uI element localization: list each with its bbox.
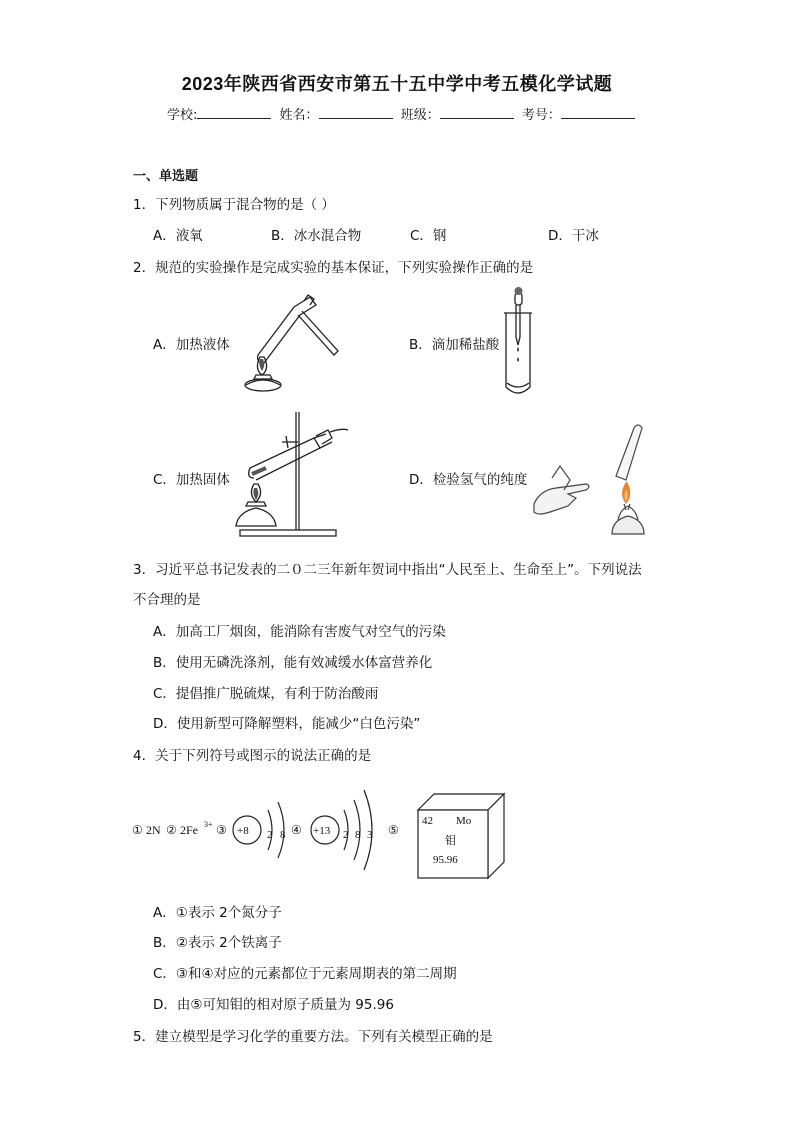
element-name: 钼 xyxy=(445,835,456,847)
question-1-stem: 1．下列物质属于混合物的是（ ） xyxy=(133,197,335,213)
q3-option-c[interactable]: C．提倡推广脱硫煤，有利于防治酸雨 xyxy=(153,686,379,702)
q2-option-b[interactable]: B．滴加稀盐酸 xyxy=(409,337,500,353)
marker-3: ③ xyxy=(216,823,227,837)
question-2-stem: 2．规范的实验操作是完成实验的基本保证，下列实验操作正确的是 xyxy=(133,260,534,276)
heating-solid-figure xyxy=(232,408,350,540)
q2-option-d[interactable]: D．检验氢气的纯度 xyxy=(409,472,528,488)
atom3-nucleus: +8 xyxy=(237,825,249,837)
school-label: 学校: xyxy=(167,108,198,123)
atom4-shell3: 3 xyxy=(367,829,373,841)
exam-no-blank[interactable] xyxy=(561,106,635,119)
q1-option-b[interactable]: B．冰水混合物 xyxy=(271,228,362,244)
q1-option-a[interactable]: A．液氧 xyxy=(153,228,203,244)
symbol-2n: 2N xyxy=(146,823,161,837)
element-mass: 95.96 xyxy=(433,854,458,866)
symbols-figure xyxy=(130,780,510,880)
q3-option-b[interactable]: B．使用无磷洗涤剂，能有效减缓水体富营养化 xyxy=(153,655,433,671)
dropper-figure xyxy=(500,283,536,398)
question-5-stem: 5．建立模型是学习化学的重要方法。下列有关模型正确的是 xyxy=(133,1029,493,1045)
q3-option-a[interactable]: A．加高工厂烟囱，能消除有害废气对空气的污染 xyxy=(153,624,446,640)
marker-4: ④ xyxy=(291,823,302,837)
class-blank[interactable] xyxy=(440,106,514,119)
symbol-2fe: 2Fe xyxy=(180,823,198,837)
q4-option-a[interactable]: A．①表示 2个氮分子 xyxy=(153,905,282,921)
exam-no-label: 考号： xyxy=(521,108,561,123)
q4-option-b[interactable]: B．②表示 2个铁离子 xyxy=(153,935,282,951)
atom4-shell1: 2 xyxy=(343,829,349,841)
school-blank[interactable] xyxy=(197,106,271,119)
element-number: 42 xyxy=(422,815,433,827)
q3-option-d[interactable]: D．使用新型可降解塑料，能减少“白色污染” xyxy=(153,716,421,732)
name-blank[interactable] xyxy=(319,106,393,119)
atom3-shell2: 8 xyxy=(280,829,286,841)
q4-option-d[interactable]: D．由⑤可知钼的相对原子质量为 95.96 xyxy=(153,997,394,1013)
atom4-shell2: 8 xyxy=(355,829,361,841)
hydrogen-test-figure xyxy=(530,420,650,538)
q1-option-c[interactable]: C．钢 xyxy=(410,228,447,244)
page-title: 2023年陕西省西安市第五十五中学中考五模化学试题 xyxy=(181,74,613,94)
student-info-line xyxy=(167,104,639,123)
q2-option-a[interactable]: A．加热液体 xyxy=(153,337,230,353)
marker-1: ① xyxy=(132,823,143,837)
class-label: 班级： xyxy=(400,108,440,123)
section-heading: 一、单选题 xyxy=(133,169,199,184)
question-4-stem: 4．关于下列符号或图示的说法正确的是 xyxy=(133,748,372,764)
question-3-stem-line2: 不合理的是 xyxy=(133,592,201,608)
question-3-stem-line1: 3．习近平总书记发表的二０二三年新年贺词中指出“人民至上、生命至上”。下列说法 xyxy=(133,562,642,578)
q1-option-d[interactable]: D．干冰 xyxy=(548,228,599,244)
heating-liquid-figure xyxy=(236,293,344,393)
atom3-shell1: 2 xyxy=(267,829,273,841)
name-label: 姓名： xyxy=(279,108,319,123)
marker-5: ⑤ xyxy=(388,823,399,837)
fe-charge: 3+ xyxy=(204,820,213,829)
element-symbol: Mo xyxy=(456,815,472,827)
marker-2: ② xyxy=(166,823,177,837)
q2-option-c[interactable]: C．加热固体 xyxy=(153,472,230,488)
atom4-nucleus: +13 xyxy=(313,825,331,837)
q4-option-c[interactable]: C．③和④对应的元素都位于元素周期表的第二周期 xyxy=(153,966,457,982)
